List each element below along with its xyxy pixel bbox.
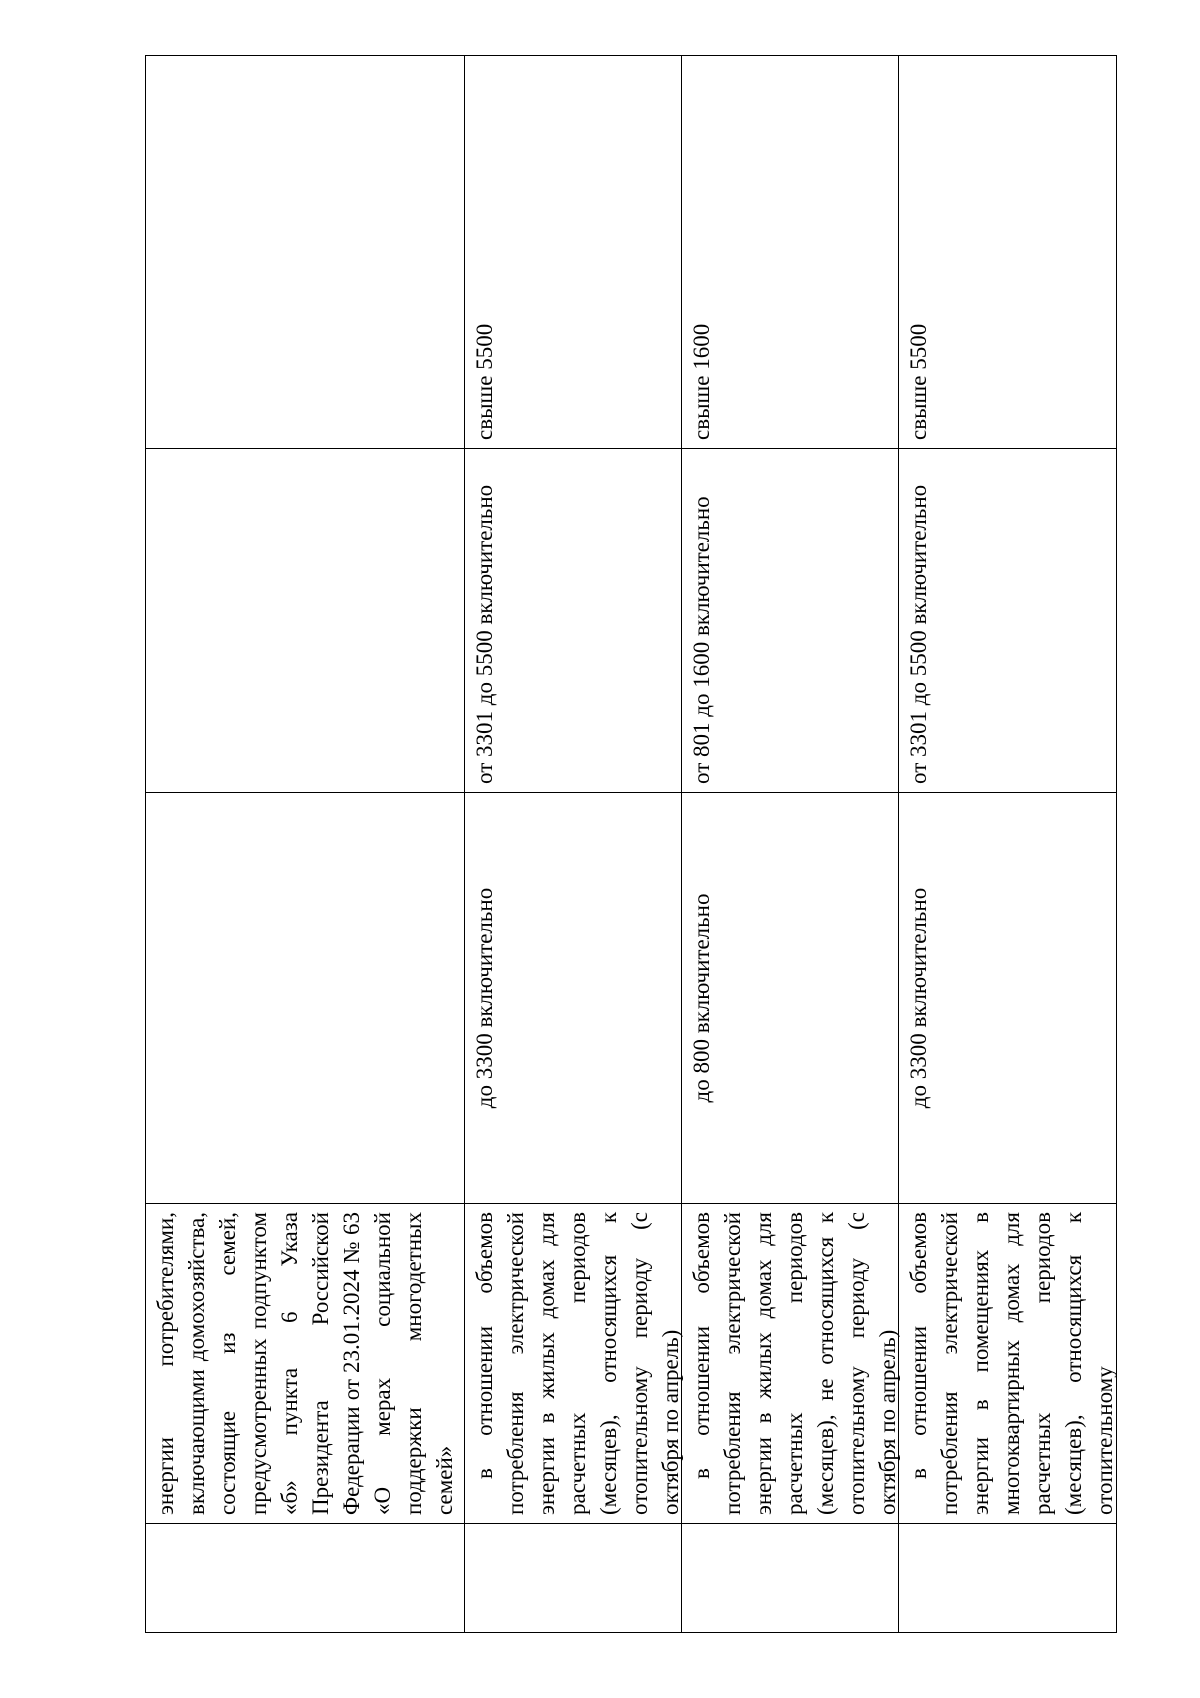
description-cell: в отношении объемов потребления электрической энергии в жилых домах для расчетных периодов (месяцев), не относящихся к отопительному периоду (с октября по апрель) bbox=[682, 1204, 899, 1524]
range-2-cell: от 3301 до 5500 включительно bbox=[899, 449, 1117, 793]
row-number-cell bbox=[899, 1524, 1117, 1633]
description-cell: в отношении объемов потребления электрической энергии в помещениях в многоквартирных домах для расчетных периодов (месяцев), относящихся к отопительному bbox=[899, 1204, 1117, 1524]
range-3-cell: свыше 1600 bbox=[682, 56, 899, 449]
description-cell: в отношении объемов потребления электрической энергии в жилых домах для расчетных периодов (месяцев), относящихся к отопительному периоду (с октября по апрель) bbox=[465, 1204, 682, 1524]
range-2-cell: от 801 до 1600 включительно bbox=[682, 449, 899, 793]
range-2-cell: от 3301 до 5500 включительно bbox=[465, 449, 682, 793]
range-2-cell bbox=[146, 449, 465, 793]
table-row bbox=[682, 56, 899, 1633]
range-1-cell: до 3300 включительно bbox=[465, 793, 682, 1204]
row-number-cell bbox=[682, 1524, 899, 1633]
row-number-cell bbox=[146, 1524, 465, 1633]
range-3-cell: свыше 5500 bbox=[465, 56, 682, 449]
table-row bbox=[146, 56, 465, 1633]
range-3-cell: свыше 5500 bbox=[899, 56, 1117, 449]
range-1-cell bbox=[146, 793, 465, 1204]
tariff-table bbox=[145, 55, 1117, 1633]
row-number-cell bbox=[465, 1524, 682, 1633]
range-3-cell bbox=[146, 56, 465, 449]
range-1-cell: до 3300 включительно bbox=[899, 793, 1117, 1204]
rotated-page bbox=[145, 56, 1117, 1633]
table-row bbox=[899, 56, 1117, 1633]
description-cell: энергии потребителями, включающими домохозяйства, состоящие из семей, предусмотренных подпунктом «б» пункта 6 Указа Президента Российской Федерации от 23.01.2024 № 63 «О мерах социальной поддержки многодетных семей» bbox=[146, 1204, 465, 1524]
table-row bbox=[465, 56, 682, 1633]
range-1-cell: до 800 включительно bbox=[682, 793, 899, 1204]
